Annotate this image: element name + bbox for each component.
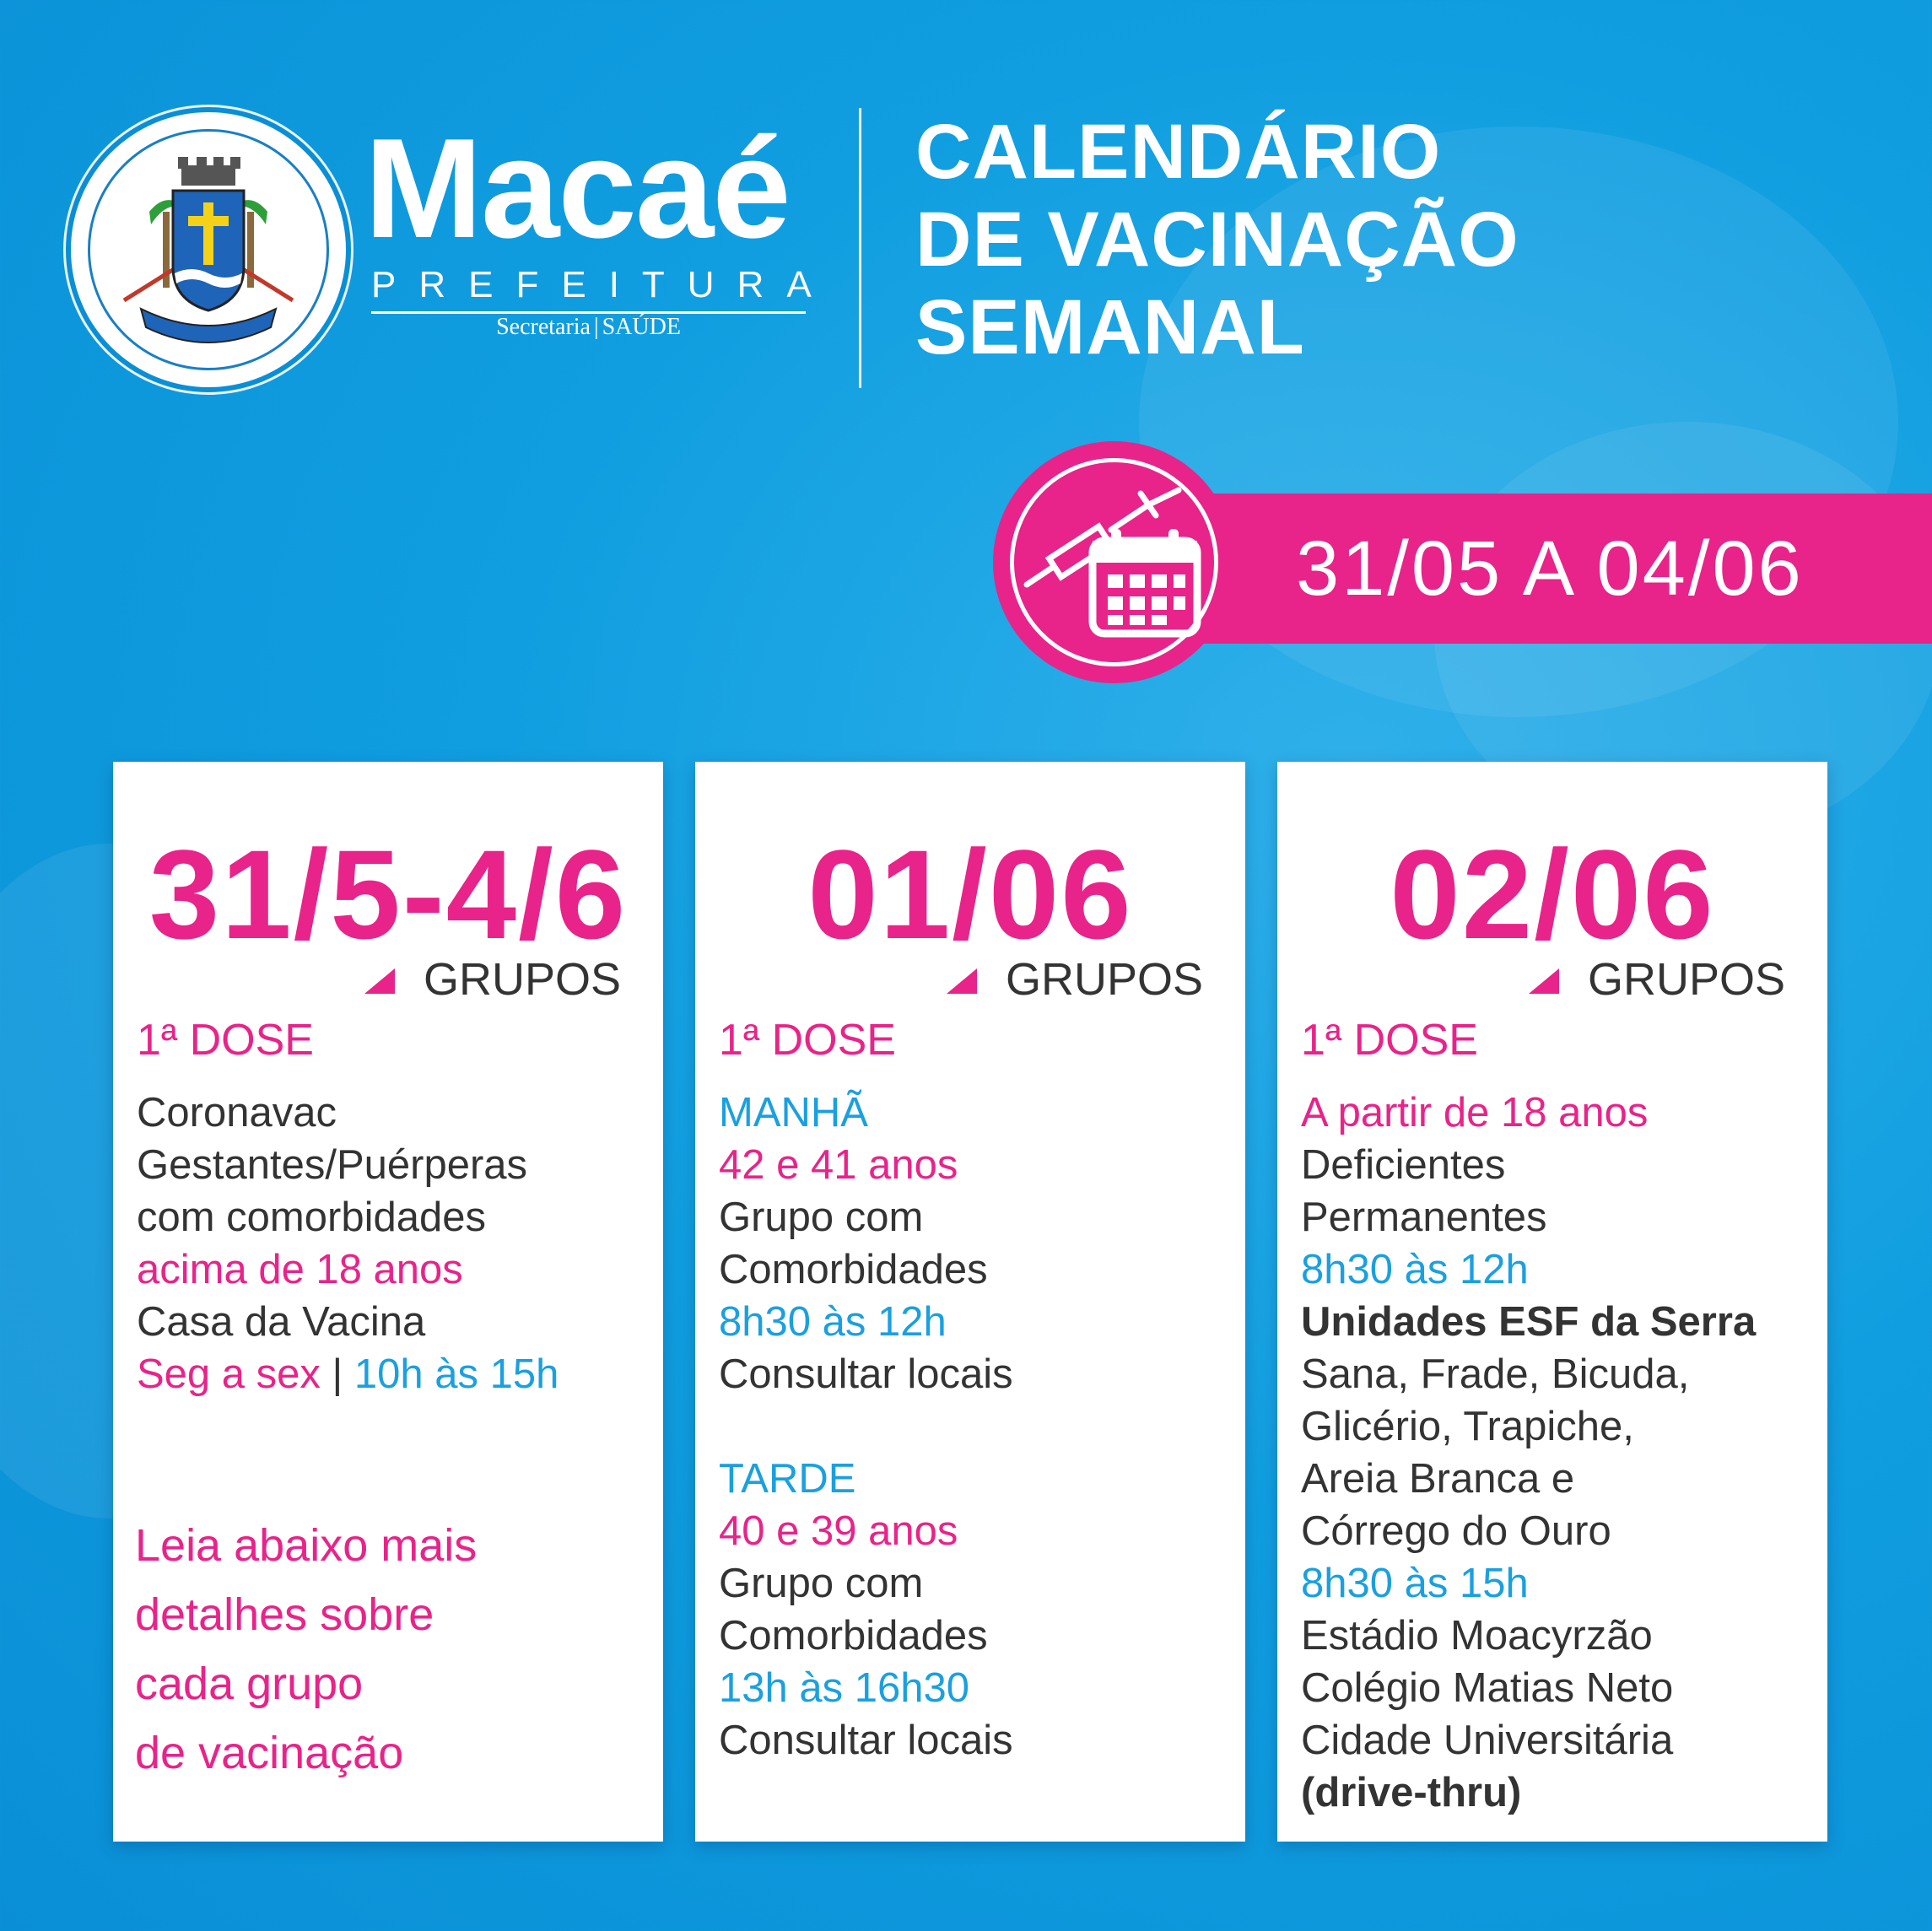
dose-label: 1ª DOSE — [1301, 1016, 1478, 1065]
units-line: Glicério, Trapiche, — [1301, 1404, 1634, 1449]
banner-icon-circle — [993, 441, 1235, 683]
header-divider — [859, 108, 861, 388]
card-line: Coronavac — [137, 1090, 337, 1135]
grupos-text: GRUPOS — [1587, 954, 1785, 1005]
brand-secretaria: Secretaria | SAÚDE — [496, 314, 681, 340]
grupos-label — [1529, 954, 1785, 1005]
ages-line: A partir de 18 anos — [1301, 1090, 1649, 1135]
units-line: Areia Branca e — [1301, 1456, 1575, 1502]
date-range-text: 31/05 A 04/06 — [1296, 526, 1804, 612]
afternoon-hours: 13h às 16h30 — [719, 1665, 969, 1711]
note-line: detalhes sobre — [135, 1589, 434, 1640]
note-line: de vacinação — [135, 1728, 404, 1778]
page-title — [915, 108, 1519, 371]
title-line: SEMANAL — [915, 284, 1305, 370]
units-line: Córrego do Ouro — [1301, 1508, 1611, 1554]
card-line: com comorbidades — [137, 1195, 486, 1240]
secretaria-label: Secretaria — [496, 314, 591, 340]
syringe-calendar-icon — [993, 441, 1235, 683]
afternoon-group: Comorbidades — [719, 1613, 988, 1659]
schedule-separator: | — [332, 1351, 343, 1397]
grupos-label — [364, 954, 621, 1005]
period-label-afternoon: TARDE — [719, 1456, 856, 1502]
afternoon-where: Consultar locais — [719, 1718, 1013, 1763]
hours-line: 8h30 às 15h — [1301, 1561, 1529, 1606]
dose-label: 1ª DOSE — [719, 1016, 896, 1065]
details-note — [135, 1511, 477, 1788]
schedule-card-0206 — [1277, 762, 1827, 1842]
triangle-marker-icon — [364, 968, 395, 994]
afternoon-group: Grupo com — [719, 1561, 924, 1606]
brand-name: Macaé — [364, 109, 790, 267]
schedule-card-0106 — [695, 762, 1245, 1842]
morning-group: Grupo com — [719, 1195, 924, 1240]
logo-city-label: MACAÉ — [183, 310, 234, 325]
crest-icon — [90, 132, 326, 368]
card-body — [1301, 1087, 1819, 1819]
schedule-card-week — [113, 762, 663, 1842]
morning-ages: 42 e 41 anos — [719, 1142, 958, 1188]
title-line: CALENDÁRIO — [915, 109, 1442, 195]
schedule-line — [137, 1348, 655, 1400]
card-date: 31/5-4/6 — [148, 823, 628, 965]
dose-label: 1ª DOSE — [137, 1016, 314, 1065]
units-line: Sana, Frade, Bicuda, — [1301, 1351, 1690, 1397]
afternoon-ages: 40 e 39 anos — [719, 1508, 958, 1554]
morning-group: Comorbidades — [719, 1247, 988, 1292]
triangle-marker-icon — [1529, 968, 1559, 994]
card-date: 02/06 — [1390, 823, 1715, 965]
hours-line: 8h30 às 12h — [1301, 1247, 1529, 1292]
card-line: Gestantes/Puérperas — [137, 1142, 528, 1188]
schedule-days: Seg a sex — [137, 1351, 321, 1397]
drive-thru-line: (drive-thru) — [1301, 1770, 1522, 1815]
units-title: Unidades ESF da Serra — [1301, 1299, 1757, 1345]
morning-where: Consultar locais — [719, 1351, 1013, 1397]
schedule-hours: 10h às 15h — [353, 1351, 559, 1397]
coat-of-arms-logo — [71, 112, 346, 387]
place-line: Estádio Moacyrzão — [1301, 1613, 1653, 1659]
place-line: Colégio Matias Neto — [1301, 1665, 1674, 1711]
grupos-text: GRUPOS — [423, 954, 621, 1005]
triangle-marker-icon — [947, 968, 977, 994]
card-line-place: Casa da Vacina — [137, 1299, 426, 1345]
secretaria-dept: SAÚDE — [602, 314, 681, 340]
logo-ring — [88, 129, 329, 370]
note-line: Leia abaixo mais — [135, 1520, 478, 1571]
grupos-text: GRUPOS — [1005, 954, 1203, 1005]
card-line-age: acima de 18 anos — [137, 1247, 463, 1292]
group-line: Permanentes — [1301, 1195, 1547, 1240]
note-line: cada grupo — [135, 1659, 364, 1709]
place-line: Cidade Universitária — [1301, 1718, 1674, 1763]
card-date: 01/06 — [807, 823, 1133, 965]
grupos-label — [947, 954, 1203, 1005]
period-label-morning: MANHÃ — [719, 1090, 868, 1135]
brand-subtitle: PREFEITURA — [371, 264, 806, 314]
title-line: DE VACINAÇÃO — [915, 197, 1519, 283]
card-body — [137, 1087, 655, 1400]
morning-hours: 8h30 às 12h — [719, 1299, 947, 1345]
card-body — [719, 1087, 1237, 1766]
date-range-banner — [1169, 494, 1932, 644]
group-line: Deficientes — [1301, 1142, 1506, 1188]
